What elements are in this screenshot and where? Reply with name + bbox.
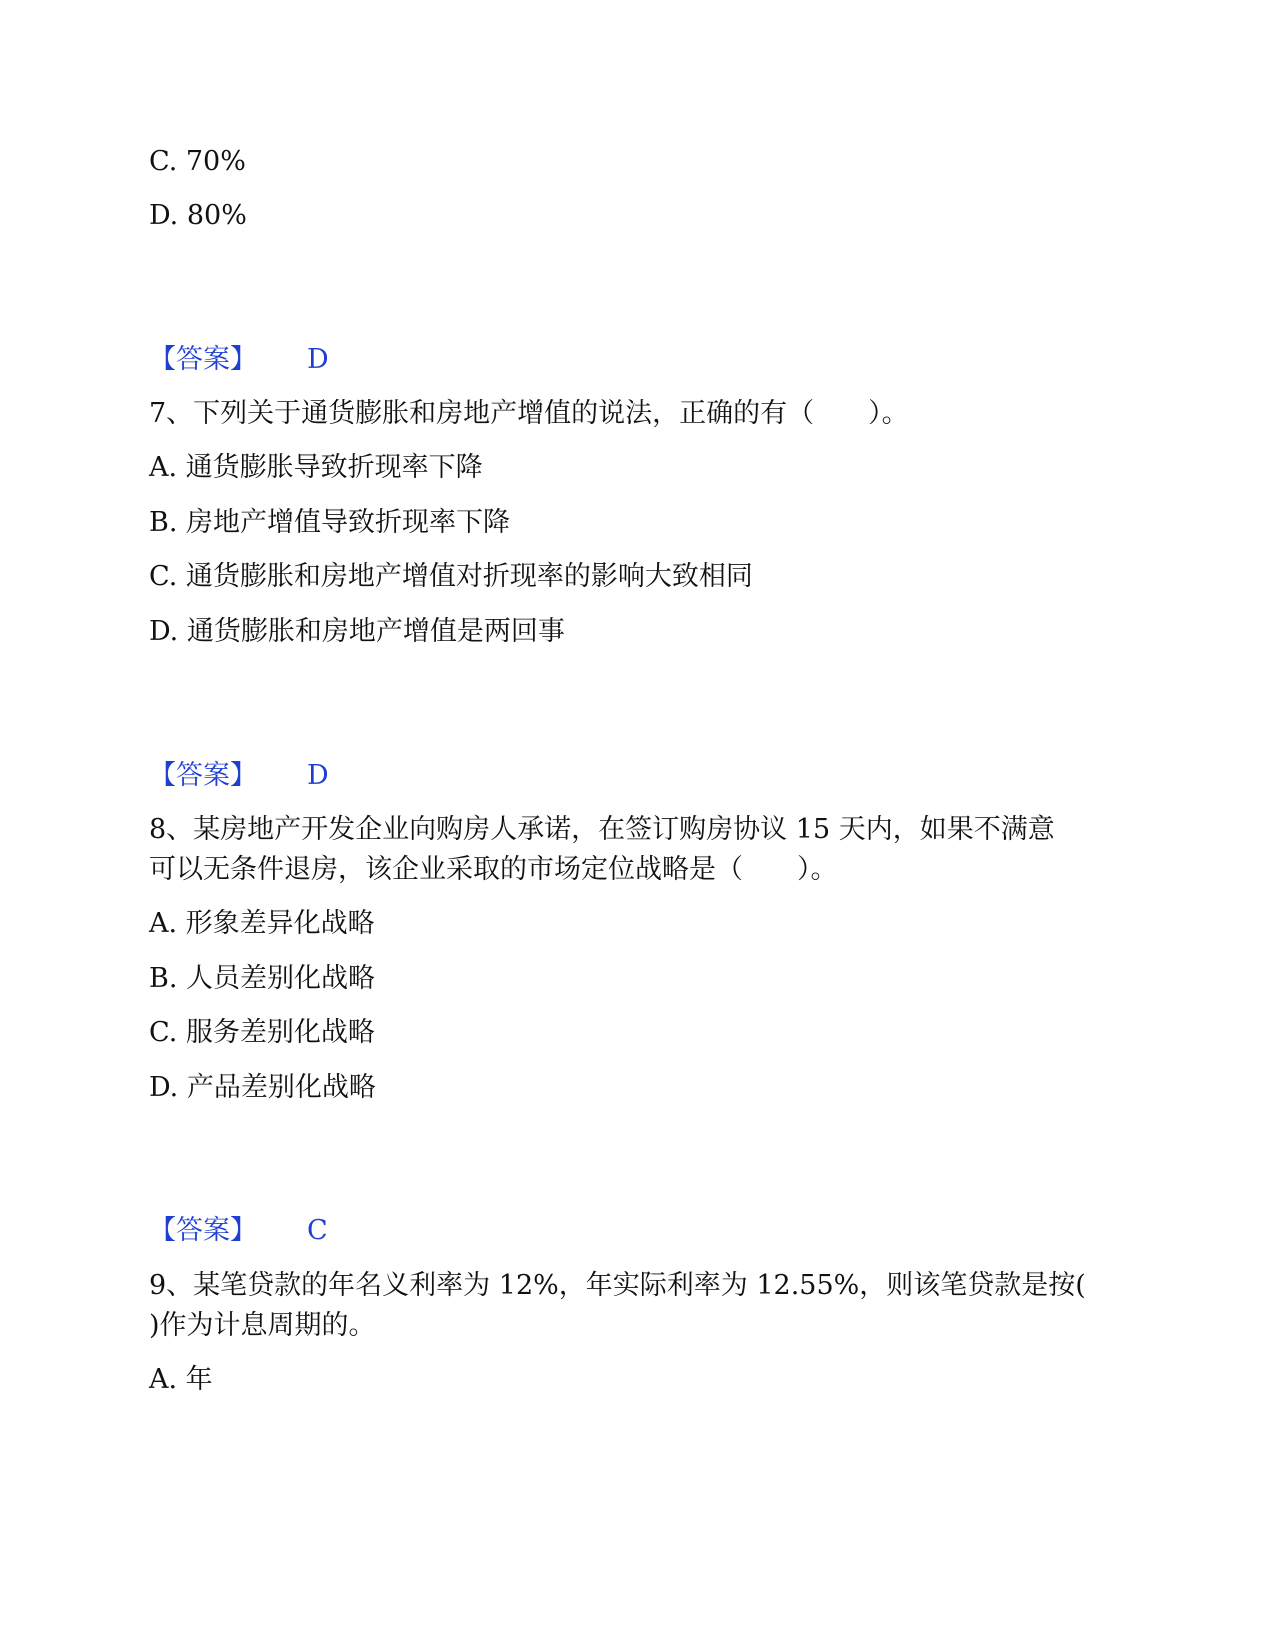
q9-option-a: A. 年	[149, 1364, 213, 1395]
q8-option-b: B. 人员差别化战略	[149, 963, 376, 994]
q8-option-c: C. 服务差别化战略	[149, 1017, 375, 1048]
q7-option-b: B. 房地产增值导致折现率下降	[149, 507, 511, 538]
q7-answer	[149, 760, 329, 792]
q8-answer	[149, 1215, 328, 1247]
q6-answer	[149, 344, 329, 376]
answer-label: 【答案】	[149, 1215, 257, 1246]
q6-option-d: D. 80%	[149, 200, 247, 231]
answer-label: 【答案】	[149, 760, 257, 791]
answer-value: D	[307, 344, 329, 375]
answer-value: D	[307, 760, 329, 791]
answer-label: 【答案】	[149, 344, 257, 375]
q6-option-c: C. 70%	[149, 146, 246, 177]
q9-stem-line2: )作为计息周期的。	[149, 1310, 376, 1341]
q9-stem-line1: 9、某笔贷款的年名义利率为 12%，年实际利率为 12.55%，则该笔贷款是按(	[149, 1270, 1086, 1301]
q7-stem: 7、下列关于通货膨胀和房地产增值的说法，正确的有（ ）。	[149, 398, 909, 429]
q8-option-d: D. 产品差别化战略	[149, 1072, 376, 1103]
q7-option-a: A. 通货膨胀导致折现率下降	[149, 452, 483, 483]
q8-stem-line1: 8、某房地产开发企业向购房人承诺，在签订购房协议 15 天内，如果不满意	[149, 814, 1055, 845]
q7-option-c: C. 通货膨胀和房地产增值对折现率的影响大致相同	[149, 561, 753, 592]
q8-stem-line2: 可以无条件退房，该企业采取的市场定位战略是（ ）。	[149, 854, 838, 885]
q8-option-a: A. 形象差异化战略	[149, 908, 375, 939]
answer-value: C	[307, 1215, 328, 1246]
q7-option-d: D. 通货膨胀和房地产增值是两回事	[149, 616, 565, 647]
